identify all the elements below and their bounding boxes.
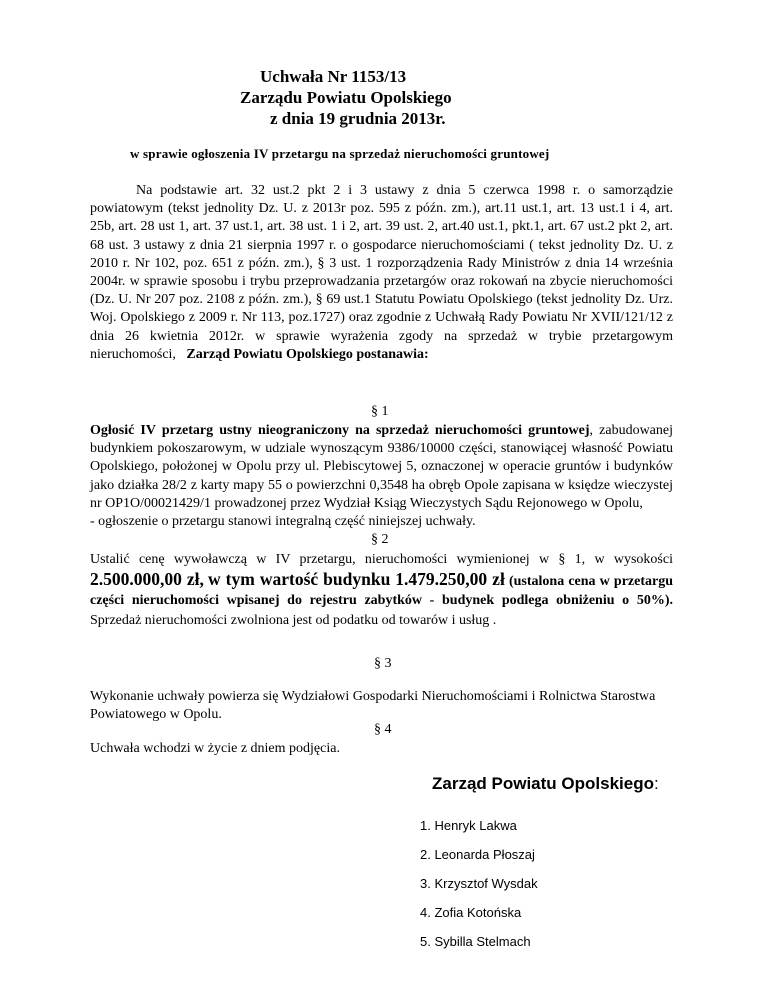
resolution-subject: w sprawie ogłoszenia IV przetargu na sprzedaż nieruchomości gruntowej xyxy=(130,146,550,161)
signer-5: 5. Sybilla Stelmach xyxy=(420,934,531,949)
section-2-text: Ustalić cenę wywoławczą w IV przetargu, nieruchomości wymienionej w § 1, w wysokości xyxy=(90,552,673,567)
section-2-price: 2.500.000,00 zł, xyxy=(90,568,204,589)
title-line-3: z dnia 19 grudnia 2013r. xyxy=(270,109,446,128)
section-1-paragraph xyxy=(90,422,673,531)
title-line-2: Zarządu Powiatu Opolskiego xyxy=(240,88,452,107)
section-2-building-value: w tym wartość budynku 1.479.250,00 zł xyxy=(208,568,505,589)
signer-2: 2. Leonarda Płoszaj xyxy=(420,847,535,862)
signers-heading-colon: : xyxy=(653,774,659,793)
section-4-mark: § 4 xyxy=(374,722,392,737)
section-2-tax: Sprzedaż nieruchomości zwolniona jest od podatku od towarów i usług . xyxy=(90,612,497,628)
signers-heading-text: Zarząd Powiatu Opolskiego xyxy=(432,774,654,793)
section-1-text: , zabudowanej budynkiem pokoszarowym, w udziale wynoszącym 9386/10000 części, stanowiącej własność Powiatu Opolskiego, położonej w Opolu przy ul. Plebiscytowej 5, oznaczonej w operacie gruntów i budynków jako działka 28/2 z karty mapy 55 o powierzchni 0,3548 ha obręb Opole zapisana w księdze wieczystej nr OP1O/00021429/1 prowadzonej przez Wydział Ksiąg Wieczystych Sądu Rejonowego w Opolu, xyxy=(90,423,673,511)
signers-heading xyxy=(432,774,659,794)
preamble-paragraph xyxy=(90,182,673,364)
preamble-bold-end: Zarząd Powiatu Opolskiego postanawia: xyxy=(186,346,429,362)
section-3-mark: § 3 xyxy=(374,656,392,671)
section-2-paragraph xyxy=(90,550,673,630)
section-1-note: - ogłoszenie o przetargu stanowi integralną część niniejszej uchwały. xyxy=(90,514,476,530)
signer-3: 3. Krzysztof Wysdak xyxy=(420,876,538,891)
section-4-paragraph: Uchwała wchodzi w życie z dniem podjęcia. xyxy=(90,741,340,756)
signer-4: 4. Zofia Kotońska xyxy=(420,905,522,920)
section-1-mark: § 1 xyxy=(371,404,389,419)
section-3-paragraph: Wykonanie uchwały powierza się Wydziałowi Gospodarki Nieruchomościami i Rolnictwa Starostwa Powiatowego w Opolu. xyxy=(90,689,656,723)
section-2-mark: § 2 xyxy=(371,532,389,547)
section-1-bold-start: Ogłosić IV przetarg ustny nieograniczony na sprzedaż nieruchomości gruntowej xyxy=(90,423,590,438)
preamble-text: Na podstawie art. 32 ust.2 pkt 2 i 3 ustawy z dnia 5 czerwca 1998 r. o samorządzie powiatowym (tekst jednolity Dz. U. z 2013r poz. 595 z późn. zm.), art.11 ust.1, art. 13 ust.1 i 4, art. 25b, art. 28 ust 1, art. 37 ust.1, art. 38 ust. 1 i 2, art. 39 ust. 2, art.40 ust.1, pkt.1, art. 67 ust.2 pkt 2, art. 68 ust. 3 ustawy z dnia 21 sierpnia 1997 r. o gospodarce nieruchomościami ( tekst jednolity Dz. U. z 2010 r. Nr 102, poz. 651 z późn. zm.), § 3 ust. 1 rozporządzenia Rady Ministrów z dnia 14 września 2004r. w sprawie sposobu i trybu przeprowadzania przetargów oraz rokowań na zbycie nieruchomości (Dz. U. Nr 207 poz. 2108 z późn. zm.), § 69 ust.1 Statutu Powiatu Opolskiego (tekst jednolity Dz. Urz. Woj. Opolskiego z 2009 r. Nr 113, poz.1727) oraz zgodnie z Uchwałą Rady Powiatu Nr XVII/121/12 z dnia 26 kwietnia 2012r. w sprawie wyrażenia zgody na sprzedaż w trybie przetargowym nieruchomości, xyxy=(90,183,673,362)
title-line-1: Uchwała Nr 1153/13 xyxy=(260,67,407,86)
signer-1: 1. Henryk Lakwa xyxy=(420,818,517,833)
section-2-bold-note: (ustalona cena w przetargu części nieruchomości wpisanej do rejestru zabytków - budynek podlega obniżeniu o 50%). xyxy=(90,573,674,608)
